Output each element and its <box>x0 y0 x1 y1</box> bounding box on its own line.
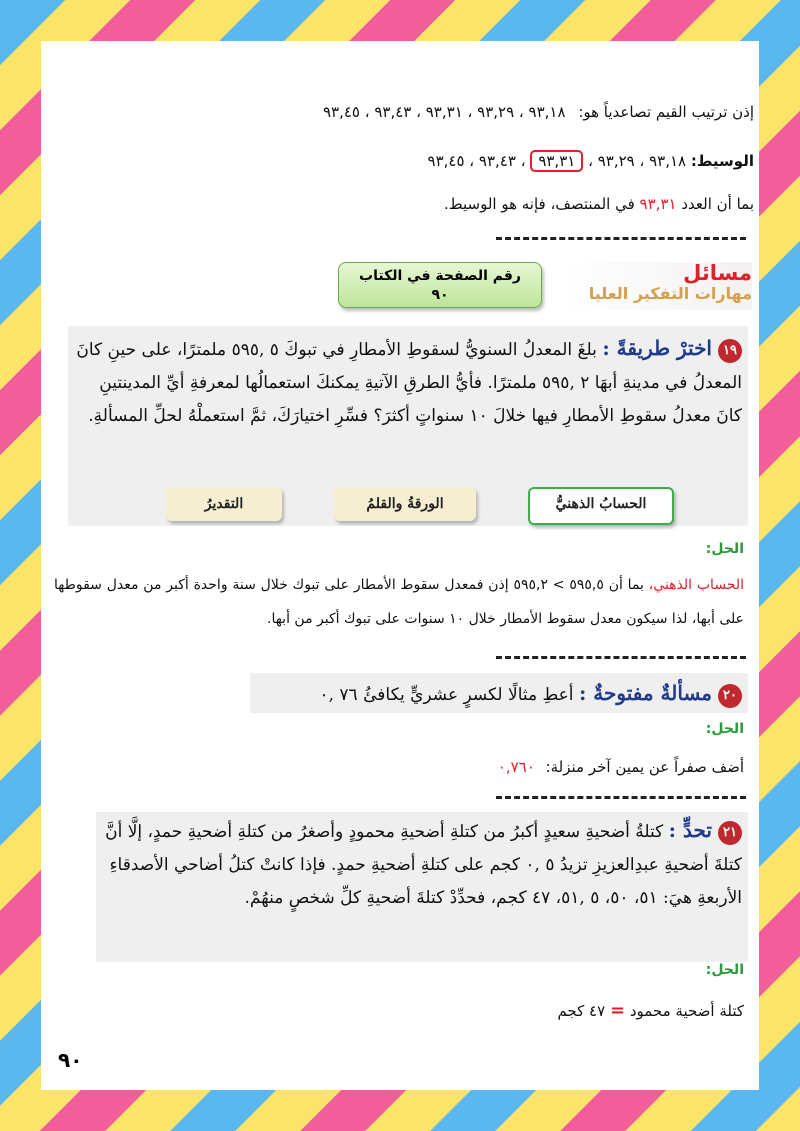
divider <box>496 237 746 240</box>
q21-answer-post: ٤٧ كجم <box>557 1002 606 1020</box>
q20-answer <box>498 758 744 776</box>
question-20-text: أعطِ مثالًا لكسرٍ عشريٍّ يكافئُ ٧٦ ,٠ <box>319 685 574 705</box>
question-19-title: اخترْ طريقةً : <box>602 336 712 360</box>
conclusion-pre: بما أن العدد <box>681 195 754 213</box>
question-21-text: كتلةُ أضحيةِ سعيدٍ أكبرُ من كتلةِ أضحيةِ محمودٍ وأصغرُ من كتلةِ أضحيةِ حمدٍ، إلَّا أنَّ كتلةَ أضحيةِ عبدِالعزيزِ تزيدُ ٥ ,٠ كجم على كتلةِ أضحيةِ حمدٍ. فإذا كانتْ كتلُ أضاحي الأصدقاءِ الأربعةِ هيَ: ٥١، ٥٠، ٥ ,٥١، ٤٧ كجم، فحدِّدْ كتلةَ أضحيةِ كلِّ شخصٍ منهُمْ. <box>105 822 742 908</box>
median-before: ٩٣,١٨ ، ٩٣,٢٩ ، <box>588 152 687 170</box>
question-number-badge: ٢٠ <box>718 684 742 708</box>
q20-answer-text: أضف صفراً عن يمين آخر منزلة: <box>545 758 744 776</box>
page-number: ٩٠ <box>58 1048 83 1072</box>
question-number-badge: ١٩ <box>718 339 742 363</box>
section-header <box>562 262 752 310</box>
question-number-badge: ٢١ <box>718 821 742 845</box>
q21-answer-pre: كتلة أضحية محمود <box>629 1002 744 1020</box>
page-reference-label: رقم الصفحة في الكتاب <box>359 268 521 284</box>
question-20 <box>182 677 742 712</box>
option-estimation[interactable]: التقديرُ <box>166 487 282 521</box>
q19-answer-text: بما أن ٥٩٥,٥ > ٥٩٥,٢ إذن فمعدل سقوط الأمطار على تبوك خلال سنة واحدة أكبر من معدل سقوطها على أبها، لذا سيكون معدل سقوط الأمطار خلال ١٠ سنوات على تبوك أكبر من أبها. <box>54 577 744 627</box>
order-line-label: إذن ترتيب القيم تصاعدياً هو: <box>578 103 754 121</box>
divider <box>496 796 746 799</box>
conclusion-post: في المنتصف، فإنه هو الوسيط. <box>443 195 635 213</box>
conclusion-num: ٩٣,٣١ <box>639 195 677 213</box>
question-19-text: بلغَ المعدلُ السنويُّ لسقوطِ الأمطارِ في تبوكَ ٥ ,٥٩٥ ملمترًا، على حينِ كانَ المعدلُ في مدينةِ أبهَا ٢ ,٥٩٥ ملمترًا. فأيُّ الطرقِ الآتيةِ يمكنكَ استعمالُها لمعرفةِ أيِّ المدينتينِ كانَ معدلُ سقوطِ الأمطارِ فيها خلالَ ١٠ سنواتٍ أكثرَ؟ فسِّرِ اختيارَكَ، ثمَّ استعملْهُ لحلِّ المسألةِ. <box>76 340 742 426</box>
page-reference-number: ٩٠ <box>431 287 449 303</box>
option-mental-math[interactable]: الحسابُ الذهنيُّ <box>528 487 674 525</box>
conclusion-line <box>54 195 754 213</box>
q20-solution-label: الحل: <box>705 721 744 737</box>
q19-solution-label: الحل: <box>705 541 744 557</box>
q21-solution-label: الحل: <box>705 962 744 978</box>
order-line <box>54 103 754 121</box>
median-value: ٩٣,٣١ <box>530 150 583 172</box>
question-19 <box>70 332 742 433</box>
q19-answer-highlight: الحساب الذهني، <box>648 577 745 593</box>
q21-answer-equals: = <box>609 1000 626 1021</box>
q19-answer <box>54 568 744 636</box>
median-label: الوسيط: <box>690 152 754 170</box>
question-21-title: تحدٍّ : <box>668 818 712 842</box>
median-after: ، ٩٣,٤٣ ، ٩٣,٤٥ <box>427 152 526 170</box>
q20-answer-value: ٠,٧٦٠ <box>497 758 535 776</box>
median-line <box>54 150 754 172</box>
question-20-title: مسألةٌ مفتوحةٌ : <box>578 681 712 705</box>
section-title: مسائل <box>683 261 752 285</box>
question-21 <box>102 814 742 915</box>
page-reference-button[interactable] <box>338 262 542 308</box>
q21-answer <box>557 1000 744 1021</box>
divider <box>496 656 746 659</box>
section-subtitle: مهارات التفكير العليا <box>588 284 752 303</box>
option-paper-pencil[interactable]: الورقةُ والقلمُ <box>334 487 476 521</box>
order-values: ٩٣,١٨ ، ٩٣,٢٩ ، ٩٣,٣١ ، ٩٣,٤٣ ، ٩٣,٤٥ <box>322 103 566 121</box>
